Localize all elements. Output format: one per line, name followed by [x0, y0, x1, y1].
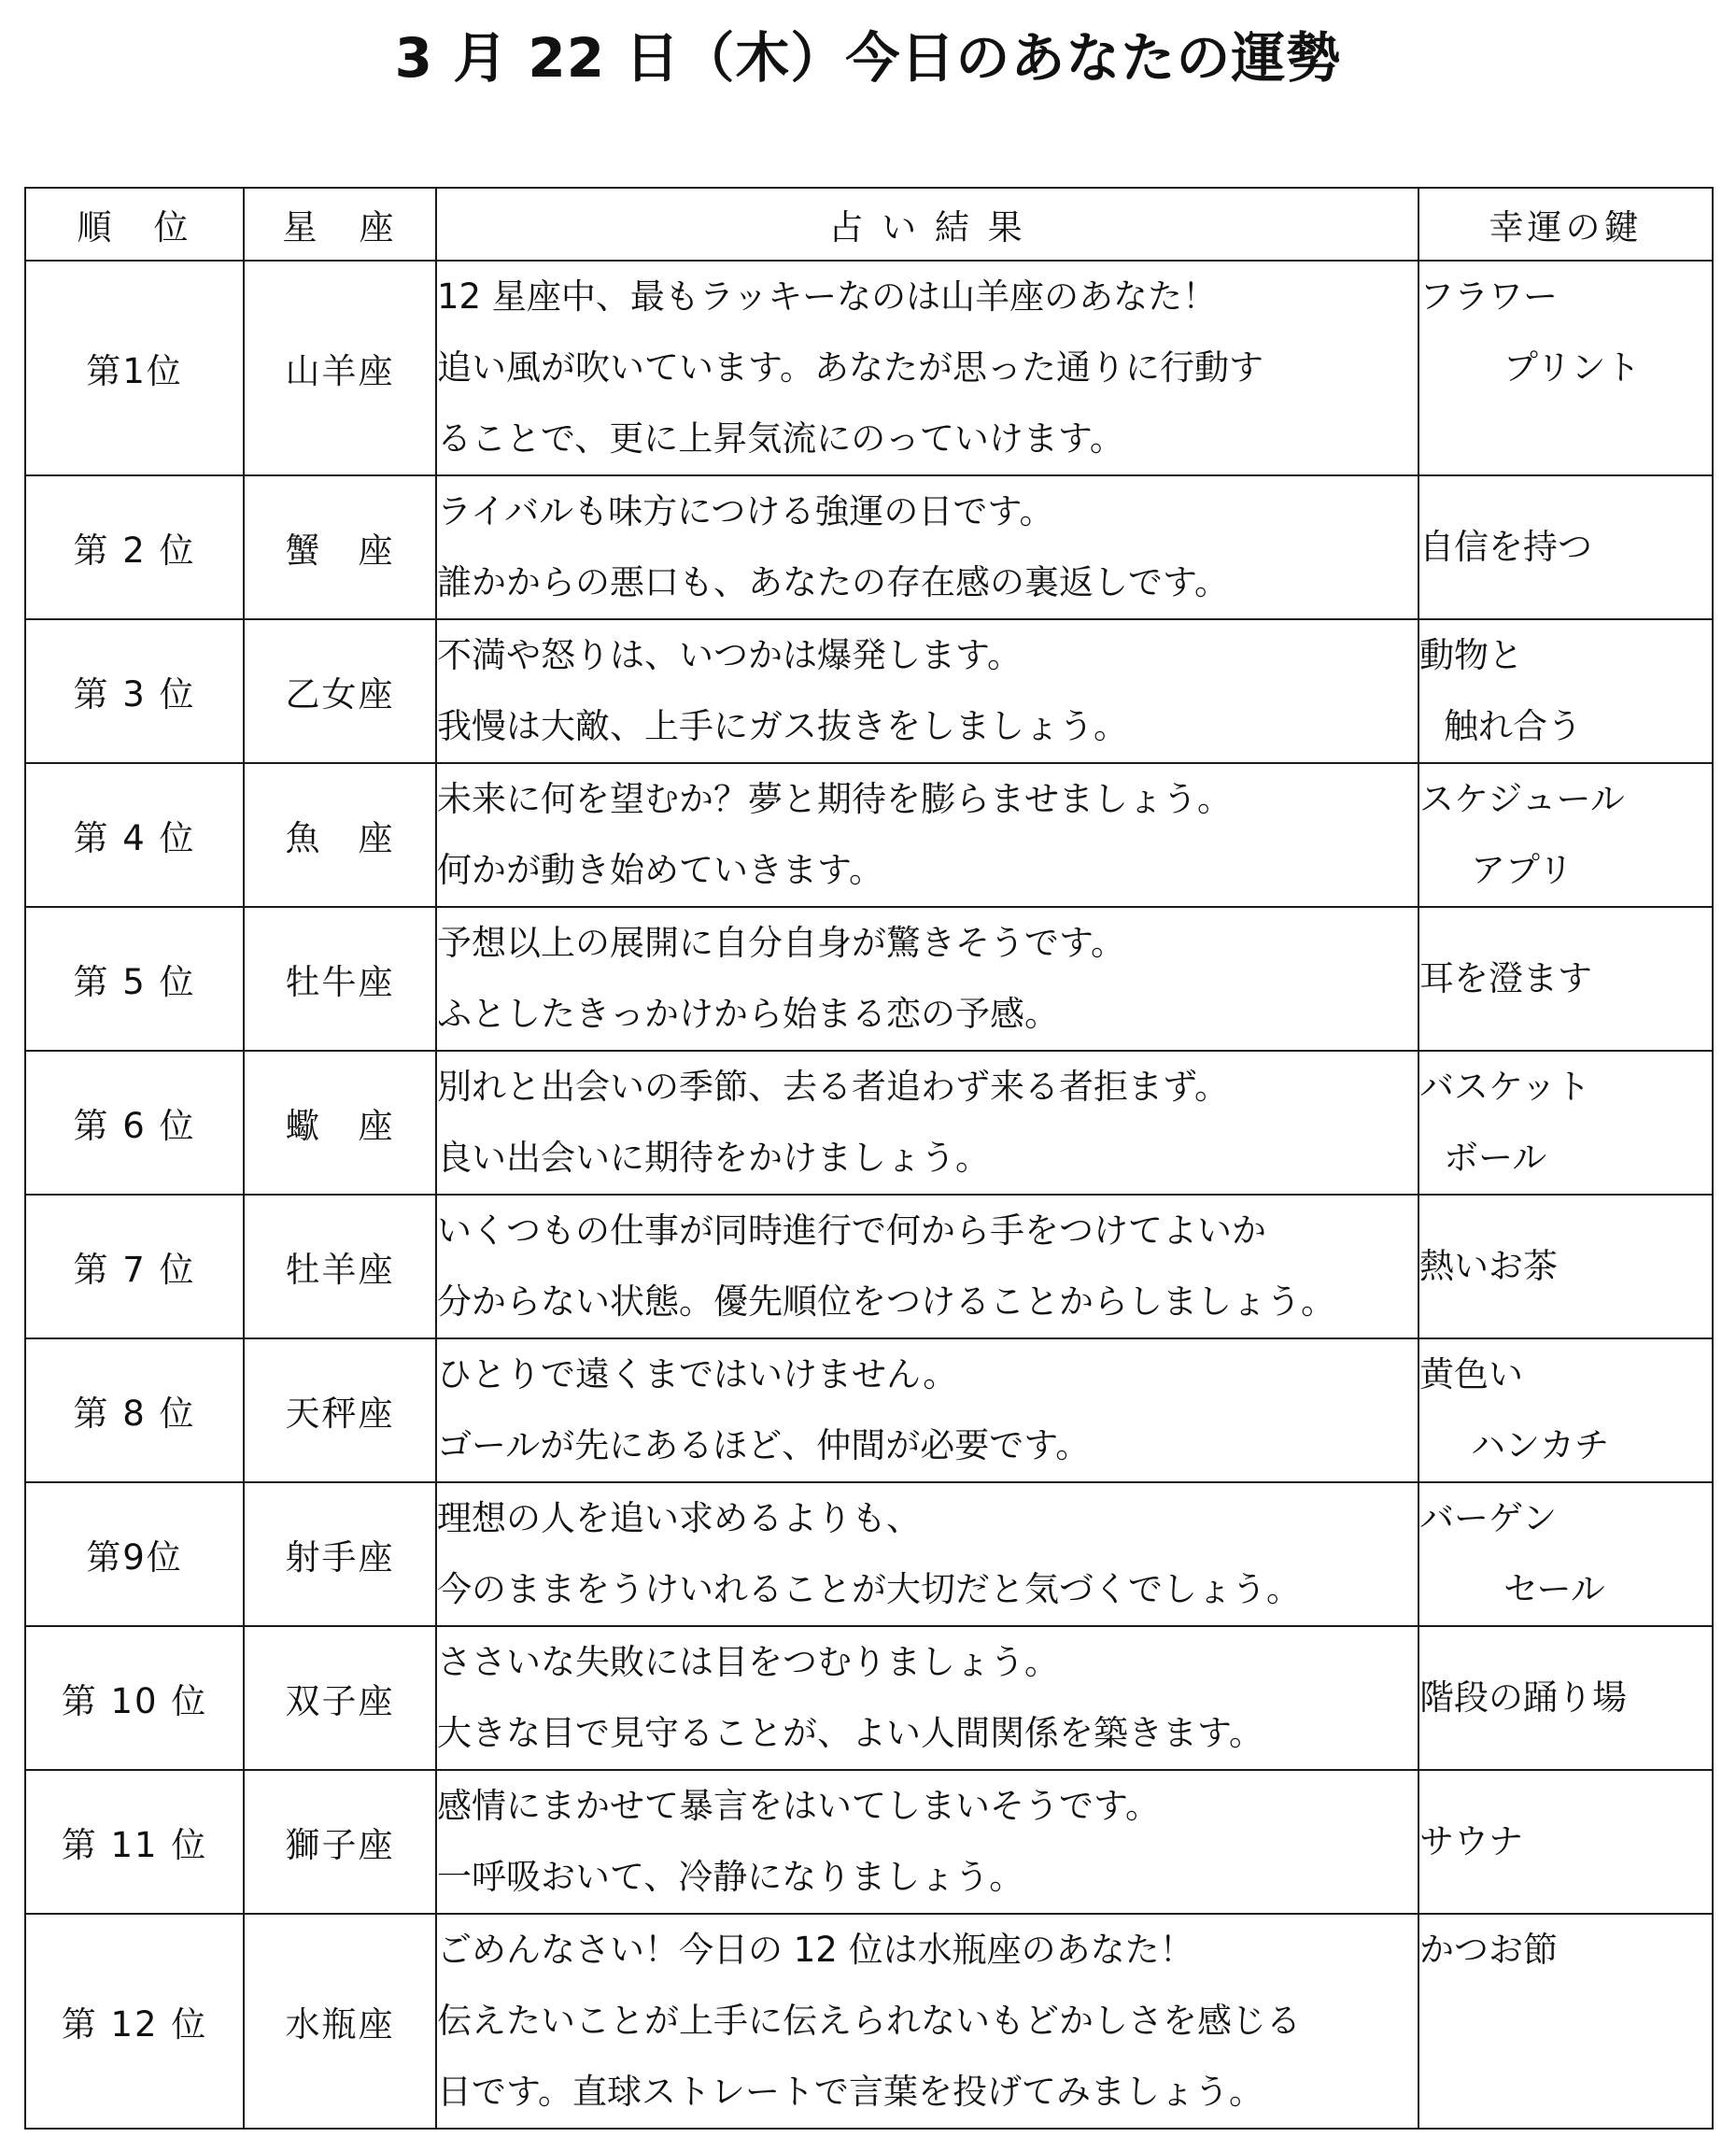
lucky-key-line: バスケット [1419, 1067, 1591, 1107]
rank-cell: 第 4 位 [25, 763, 244, 907]
result-line: ささいな失敗には目をつむりましょう。 [437, 1642, 1059, 1682]
sign-cell: 魚 座 [244, 763, 436, 907]
lucky-key-cell [1418, 1195, 1713, 1338]
lucky-key-cell [1418, 1051, 1713, 1195]
sign-cell: 獅子座 [244, 1770, 436, 1914]
lucky-key-cell [1418, 763, 1713, 907]
result-cell [436, 1914, 1418, 2129]
table-row [25, 1482, 1713, 1626]
result-line: ることで、更に上昇気流にのっていけます。 [437, 418, 1124, 459]
table-row [25, 1770, 1713, 1914]
result-line: ひとりで遠くまではいけません。 [437, 1354, 958, 1394]
result-line: 予想以上の展開に自分自身が驚きそうです。 [437, 923, 1126, 963]
table-row [25, 1914, 1713, 2129]
result-line: 大きな目で見守ることが、よい人間関係を築きます。 [437, 1713, 1264, 1753]
result-line: 別れと出会いの季節、去る者追わず来る者拒まず。 [437, 1067, 1230, 1107]
table-row [25, 907, 1713, 1051]
sign-cell: 双子座 [244, 1626, 436, 1770]
table-row [25, 1338, 1713, 1482]
sign-cell: 乙女座 [244, 619, 436, 763]
rank-cell: 第 11 位 [25, 1770, 244, 1914]
lucky-key-cell [1418, 907, 1713, 1051]
result-cell [436, 1626, 1418, 1770]
sign-cell: 蠍 座 [244, 1051, 436, 1195]
lucky-key-line: フラワー [1419, 276, 1558, 317]
lucky-key-line: アプリ [1471, 850, 1574, 890]
result-line: 日です。直球ストレートで言葉を投げてみましょう。 [437, 2072, 1264, 2112]
lucky-key-cell [1418, 1914, 1713, 2129]
result-line: ゴールが先にあるほど、仲間が必要です。 [437, 1425, 1091, 1465]
table-row [25, 619, 1713, 763]
table-row [25, 1195, 1713, 1338]
result-cell [436, 261, 1418, 475]
lucky-key-line: 黄色い [1419, 1354, 1523, 1394]
lucky-key-line: ハンカチ [1471, 1425, 1609, 1465]
lucky-key-line: バーゲン [1419, 1498, 1558, 1538]
rank-cell: 第 10 位 [25, 1626, 244, 1770]
table-row [25, 261, 1713, 475]
result-line: ふとしたきっかけから始まる恋の予感。 [437, 994, 1059, 1034]
rank-cell: 第9位 [25, 1482, 244, 1626]
result-line: 追い風が吹いています。あなたが思った通りに行動す [437, 347, 1264, 388]
lucky-key-line: プリント [1503, 347, 1641, 388]
lucky-key-line: 触れ合う [1444, 706, 1582, 746]
lucky-key-cell [1418, 619, 1713, 763]
result-line: 理想の人を追い求めるよりも、 [437, 1498, 921, 1538]
result-line: 不満や怒りは、いつかは爆発します。 [437, 635, 1023, 675]
rank-cell: 第 6 位 [25, 1051, 244, 1195]
result-cell [436, 475, 1418, 619]
result-cell [436, 1195, 1418, 1338]
rank-cell: 第 7 位 [25, 1195, 244, 1338]
lucky-key-cell [1418, 261, 1713, 475]
result-line: 誰かからの悪口も、あなたの存在感の裏返しです。 [437, 562, 1230, 602]
lucky-key-line: スケジュール [1419, 779, 1625, 819]
lucky-key-cell [1418, 1482, 1713, 1626]
result-cell [436, 1482, 1418, 1626]
result-line: 伝えたいことが上手に伝えられないもどかしさを感じる [437, 2001, 1301, 2041]
lucky-key-line: ボール [1444, 1138, 1547, 1178]
result-line: 12 星座中、最もラッキーなのは山羊座のあなた！ [437, 276, 1218, 317]
sign-cell: 天秤座 [244, 1338, 436, 1482]
result-line: 我慢は大敵、上手にガス抜きをしましょう。 [437, 706, 1128, 746]
result-cell [436, 1338, 1418, 1482]
result-cell [436, 763, 1418, 907]
result-line: 今のままをうけいれることが大切だと気づくでしょう。 [437, 1569, 1301, 1609]
lucky-key-line: 自信を持つ [1419, 527, 1592, 567]
result-line: 分からない状態。優先順位をつけることからしましょう。 [437, 1281, 1335, 1322]
rank-cell: 第 5 位 [25, 907, 244, 1051]
header-sign: 星 座 [244, 188, 436, 261]
rank-cell: 第1位 [25, 261, 244, 475]
table-row [25, 1626, 1713, 1770]
lucky-key-line: 熱いお茶 [1419, 1246, 1558, 1286]
result-cell [436, 1770, 1418, 1914]
header-rank: 順 位 [25, 188, 244, 261]
table-row [25, 475, 1713, 619]
fortune-table [24, 187, 1714, 2130]
table-row [25, 1051, 1713, 1195]
rank-cell: 第 2 位 [25, 475, 244, 619]
lucky-key-line: サウナ [1419, 1821, 1523, 1861]
result-cell [436, 907, 1418, 1051]
lucky-key-line: 動物と [1419, 635, 1523, 675]
result-line: 何かが動き始めていきます。 [437, 850, 884, 890]
lucky-key-cell [1418, 1338, 1713, 1482]
rank-cell: 第 12 位 [25, 1914, 244, 2129]
table-row [25, 763, 1713, 907]
sign-cell: 牡羊座 [244, 1195, 436, 1338]
sign-cell: 山羊座 [244, 261, 436, 475]
rank-cell: 第 8 位 [25, 1338, 244, 1482]
sign-cell: 水瓶座 [244, 1914, 436, 2129]
lucky-key-cell [1418, 1770, 1713, 1914]
result-line: ごめんなさい！今日の 12 位は水瓶座のあなた！ [437, 1930, 1194, 1970]
lucky-key-line: 階段の踊り場 [1419, 1677, 1627, 1718]
result-cell [436, 1051, 1418, 1195]
lucky-key-cell [1418, 1626, 1713, 1770]
header-result: 占 い 結 果 [436, 188, 1418, 261]
lucky-key-line: セール [1503, 1569, 1605, 1609]
sign-cell: 牡牛座 [244, 907, 436, 1051]
page-title: 3 月 22 日（木）今日のあなたの運勢 [394, 26, 1342, 90]
lucky-key-line: 耳を澄ます [1419, 958, 1592, 998]
rank-cell: 第 3 位 [25, 619, 244, 763]
result-line: ライバルも味方につける強運の日です。 [437, 491, 1054, 531]
result-line: 一呼吸おいて、冷静になりましょう。 [437, 1857, 1024, 1897]
result-line: 未来に何を望むか？夢と期待を膨らませましょう。 [437, 779, 1232, 819]
lucky-key-cell [1418, 475, 1713, 619]
header-lucky-key: 幸運の鍵 [1418, 188, 1713, 261]
result-line: 良い出会いに期待をかけましょう。 [437, 1138, 990, 1178]
sign-cell: 蟹 座 [244, 475, 436, 619]
result-line: いくつもの仕事が同時進行で何から手をつけてよいか [437, 1210, 1266, 1251]
sign-cell: 射手座 [244, 1482, 436, 1626]
lucky-key-line: かつお節 [1419, 1930, 1558, 1970]
result-line: 感情にまかせて暴言をはいてしまいそうです。 [437, 1786, 1161, 1826]
table-header-row [25, 188, 1713, 261]
result-cell [436, 619, 1418, 763]
